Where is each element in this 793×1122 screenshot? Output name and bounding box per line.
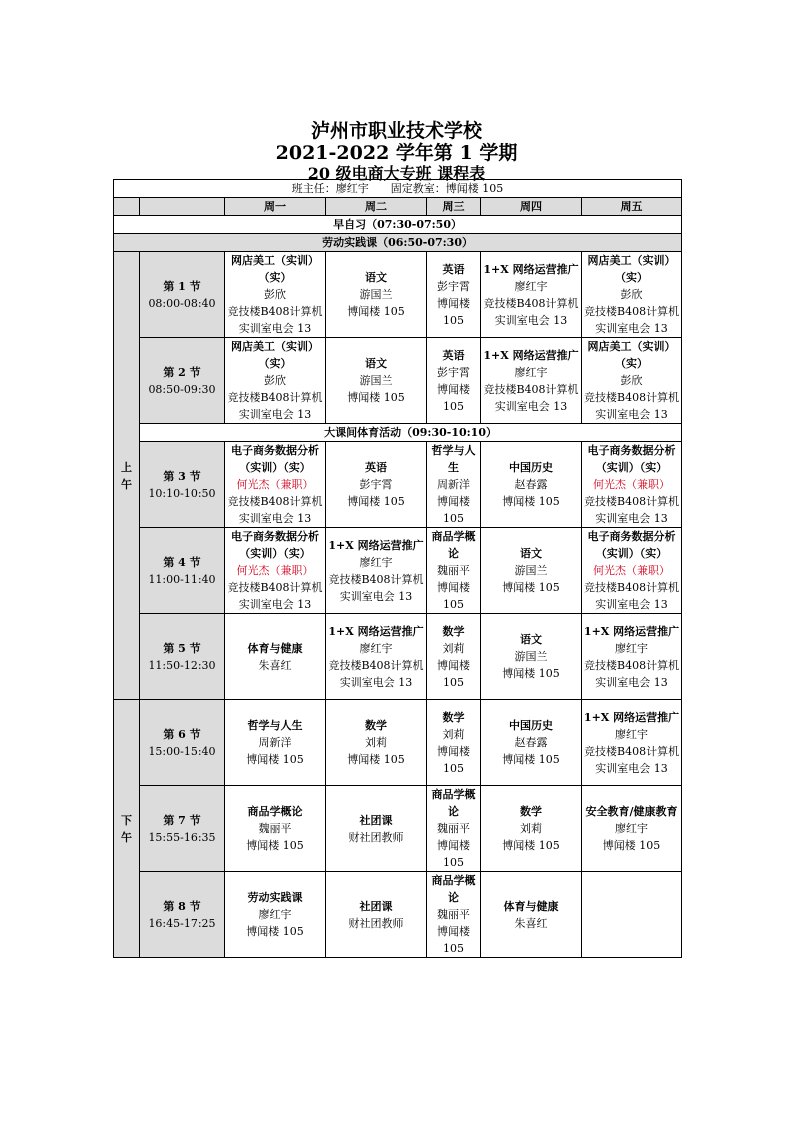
course-teacher: 游国兰 [514,650,548,663]
course-name: 语文 [520,633,542,646]
period-time: 10:10-10:50 [148,486,216,500]
course-cell [326,700,427,786]
course-cell [582,700,682,786]
course-room: 博闻楼 105 [246,753,304,766]
course-cell [582,786,682,872]
course-teacher: 彭欣 [264,288,286,301]
course-cell [427,528,481,614]
period-time: 11:50-12:30 [148,658,216,672]
course-room: 竞技楼B408计算机实训室电会 13 [584,495,680,525]
course-name: 商品学概论 [247,805,303,818]
labor-band: 劳动实践课（06:50-07:30） [114,234,682,252]
period-row [114,700,682,786]
period-time: 15:00-15:40 [148,744,216,758]
course-cell [481,872,582,958]
course-name: 电子商务数据分析（实训）（实） [231,530,319,560]
course-room: 博闻楼 105 [502,667,560,680]
course-room: 竞技楼B408计算机实训室电会 13 [227,305,323,335]
course-cell [427,442,481,528]
period-header-cell [140,198,225,216]
course-cell [225,700,326,786]
course-room: 博闻楼 105 [437,495,470,525]
period-number: 第 2 节 [163,365,201,379]
course-cell [481,700,582,786]
period-cell [140,872,225,958]
course-room: 博闻楼 105 [437,839,470,869]
morning-study-band: 早自习（07:30-07:50） [114,216,682,234]
course-name: 语文 [365,357,387,370]
course-teacher: 刘莉 [442,641,465,655]
period-number: 第 1 节 [163,279,201,293]
course-teacher: 魏丽平 [258,822,292,835]
course-name: 网店美工（实训）（实） [587,254,676,284]
course-cell [225,252,326,338]
course-name: 数学 [442,624,465,638]
course-cell [225,614,326,700]
course-name: 劳动实践课 [247,891,303,904]
course-name: 中国历史 [509,719,553,732]
course-teacher: 彭欣 [620,288,643,301]
course-teacher: 何光杰（兼职） [593,564,671,577]
course-teacher: 何光杰（兼职） [236,478,314,491]
course-cell [481,338,582,424]
course-room: 博闻楼 105 [437,296,470,327]
course-cell [427,614,481,700]
course-teacher: 周新洋 [437,478,470,491]
course-teacher: 游国兰 [359,288,393,301]
course-name: 体育与健康 [247,641,303,655]
course-teacher: 廖红宇 [615,822,649,835]
course-teacher: 彭欣 [620,374,643,387]
course-teacher: 魏丽平 [437,822,470,835]
course-room: 竞技楼B408计算机实训室电会 13 [584,305,680,335]
course-name: 1+X 网络运营推广 [483,348,579,362]
course-name: 1+X 网络运营推广 [483,262,579,276]
course-teacher: 朱喜红 [514,916,548,930]
course-cell [582,338,682,424]
course-teacher: 财社团教师 [348,916,404,930]
course-name: 商品学概论 [431,874,476,904]
course-name: 电子商务数据分析（实训）（实） [587,444,676,474]
course-teacher: 刘莉 [520,822,542,835]
course-teacher: 赵春露 [514,478,548,491]
course-cell [481,614,582,700]
course-cell [481,786,582,872]
period-row [114,528,682,614]
course-name: 语文 [365,271,387,284]
course-name: 哲学与人生 [431,444,476,474]
period-number: 第 6 节 [163,727,201,741]
recess-band: 大课间体育活动（09:30-10:10） [140,424,682,442]
course-room: 博闻楼 105 [347,305,405,318]
course-cell [225,442,326,528]
course-teacher: 财社团教师 [348,830,404,844]
course-cell [582,614,682,700]
period-cell [140,252,225,338]
course-room: 竞技楼B408计算机实训室电会 13 [483,296,579,327]
period-cell [140,338,225,424]
course-name: 哲学与人生 [247,719,303,732]
course-cell [225,338,326,424]
recess-row [114,424,682,442]
course-cell [427,786,481,872]
course-teacher: 廖红宇 [359,555,393,569]
period-cell [140,786,225,872]
course-teacher: 何光杰（兼职） [236,564,314,577]
course-room: 博闻楼 105 [347,495,405,508]
period-row [114,872,682,958]
course-name: 中国历史 [509,461,553,474]
course-room: 博闻楼 105 [347,753,405,766]
course-name: 电子商务数据分析（实训）（实） [231,444,319,474]
course-teacher: 廖红宇 [514,279,548,293]
course-room: 博闻楼 105 [347,391,405,404]
course-name: 语文 [520,547,542,560]
afternoon-label: 下 午 [114,700,140,958]
course-teacher: 游国兰 [514,564,548,577]
period-time: 08:00-08:40 [148,296,216,310]
course-name: 1+X 网络运营推广 [583,710,680,724]
course-teacher: 彭宇霄 [437,365,470,379]
course-cell [225,872,326,958]
course-name: 电子商务数据分析（实训）（实） [587,530,676,560]
period-number: 第 4 节 [163,555,201,569]
course-teacher: 廖红宇 [615,641,649,655]
course-cell [481,252,582,338]
period-cell [140,614,225,700]
course-room: 博闻楼 105 [246,925,304,938]
class-info: 班主任：廖红宇 固定教室：博闻楼 105 [114,180,682,198]
course-room: 博闻楼 105 [437,581,470,611]
course-room: 博闻楼 105 [502,839,560,852]
course-name: 社团课 [359,899,393,913]
course-cell [326,528,427,614]
period-row [114,442,682,528]
course-cell [481,442,582,528]
course-room: 竞技楼B408计算机实训室电会 13 [584,581,680,611]
period-time: 11:00-11:40 [148,572,216,586]
course-teacher: 刘莉 [442,727,465,741]
course-cell [326,786,427,872]
period-number: 第 7 节 [163,813,201,827]
period-cell [140,528,225,614]
period-time: 08:50-09:30 [148,382,216,396]
morning-label: 上 午 [114,252,140,700]
course-teacher: 彭宇霄 [437,279,470,293]
course-cell [326,252,427,338]
course-name: 数学 [442,710,465,724]
course-room: 竞技楼B408计算机实训室电会 13 [227,495,323,525]
course-room: 竞技楼B408计算机实训室电会 13 [584,744,680,775]
course-cell [582,442,682,528]
course-room: 竞技楼B408计算机实训室电会 13 [328,572,424,603]
course-teacher: 廖红宇 [514,365,548,379]
course-teacher: 赵春露 [514,736,548,749]
course-name: 网店美工（实训）（实） [231,340,319,370]
course-name: 1+X 网络运营推广 [328,624,424,638]
course-name: 1+X 网络运营推广 [328,538,424,552]
class-title: 20 级电商大专班 课程表 [307,164,486,183]
course-name: 网店美工（实训）（实） [587,340,676,370]
course-teacher: 廖红宇 [359,641,393,655]
course-cell [326,338,427,424]
course-cell [225,786,326,872]
course-room: 博闻楼 105 [437,925,470,955]
course-name: 英语 [365,461,387,474]
course-name: 商品学概论 [431,530,476,560]
course-room: 竞技楼B408计算机实训室电会 13 [584,658,680,689]
course-name: 数学 [365,719,387,732]
course-name: 商品学概论 [431,788,476,818]
course-teacher: 彭宇霄 [359,478,393,491]
course-cell [427,872,481,958]
course-name: 英语 [442,348,465,362]
corner-cell [114,198,140,216]
period-number: 第 8 节 [163,899,201,913]
course-room: 竞技楼B408计算机实训室电会 13 [328,658,424,689]
course-cell [481,528,582,614]
course-room: 博闻楼 105 [437,744,470,775]
course-name: 数学 [520,805,542,818]
course-name: 1+X 网络运营推广 [583,624,680,638]
course-room: 竞技楼B408计算机实训室电会 13 [227,391,323,421]
course-cell [225,528,326,614]
course-cell [427,338,481,424]
course-room: 竞技楼B408计算机实训室电会 13 [483,382,579,413]
day-header: 周四 [481,198,582,216]
course-cell [427,252,481,338]
course-teacher: 刘莉 [365,736,387,749]
course-room: 竞技楼B408计算机实训室电会 13 [584,391,680,421]
course-room: 博闻楼 105 [502,495,560,508]
period-row [114,614,682,700]
course-teacher: 游国兰 [359,374,393,387]
course-teacher: 魏丽平 [437,908,470,921]
school-title: 泸州市职业技术学校 [310,120,482,142]
course-name: 英语 [442,262,465,276]
course-cell [427,700,481,786]
course-cell [582,252,682,338]
course-room: 博闻楼 105 [602,839,661,852]
period-row [114,252,682,338]
period-cell [140,442,225,528]
course-teacher: 廖红宇 [615,727,649,741]
schedule-table [113,179,682,958]
day-header: 周二 [326,198,427,216]
course-teacher: 朱喜红 [258,658,292,672]
period-row [114,338,682,424]
course-name: 体育与健康 [503,899,559,913]
term-title: 2021-2022 学年第 1 学期 [275,142,518,164]
day-header: 周一 [225,198,326,216]
course-name: 社团课 [359,813,393,827]
course-room: 博闻楼 105 [502,753,560,766]
period-time: 15:55-16:35 [148,830,216,844]
period-number: 第 3 节 [163,469,201,483]
course-room: 博闻楼 105 [437,658,470,689]
course-cell [582,872,682,958]
course-room: 博闻楼 105 [246,839,304,852]
course-teacher: 廖红宇 [258,908,292,921]
course-teacher: 彭欣 [264,374,286,387]
course-cell [326,442,427,528]
course-name: 网店美工（实训）（实） [231,254,319,284]
course-teacher: 周新洋 [258,736,292,749]
course-room: 竞技楼B408计算机实训室电会 13 [227,581,323,611]
course-room: 博闻楼 105 [437,382,470,413]
period-cell [140,700,225,786]
course-name: 安全教育/健康教育 [585,805,678,818]
day-header: 周三 [427,198,481,216]
day-header: 周五 [582,198,682,216]
period-number: 第 5 节 [163,641,201,655]
course-teacher: 魏丽平 [437,564,470,577]
period-time: 16:45-17:25 [148,916,216,930]
course-teacher: 何光杰（兼职） [593,478,671,491]
course-cell [326,614,427,700]
period-row [114,786,682,872]
course-cell [582,528,682,614]
course-cell [326,872,427,958]
course-room: 博闻楼 105 [502,581,560,594]
